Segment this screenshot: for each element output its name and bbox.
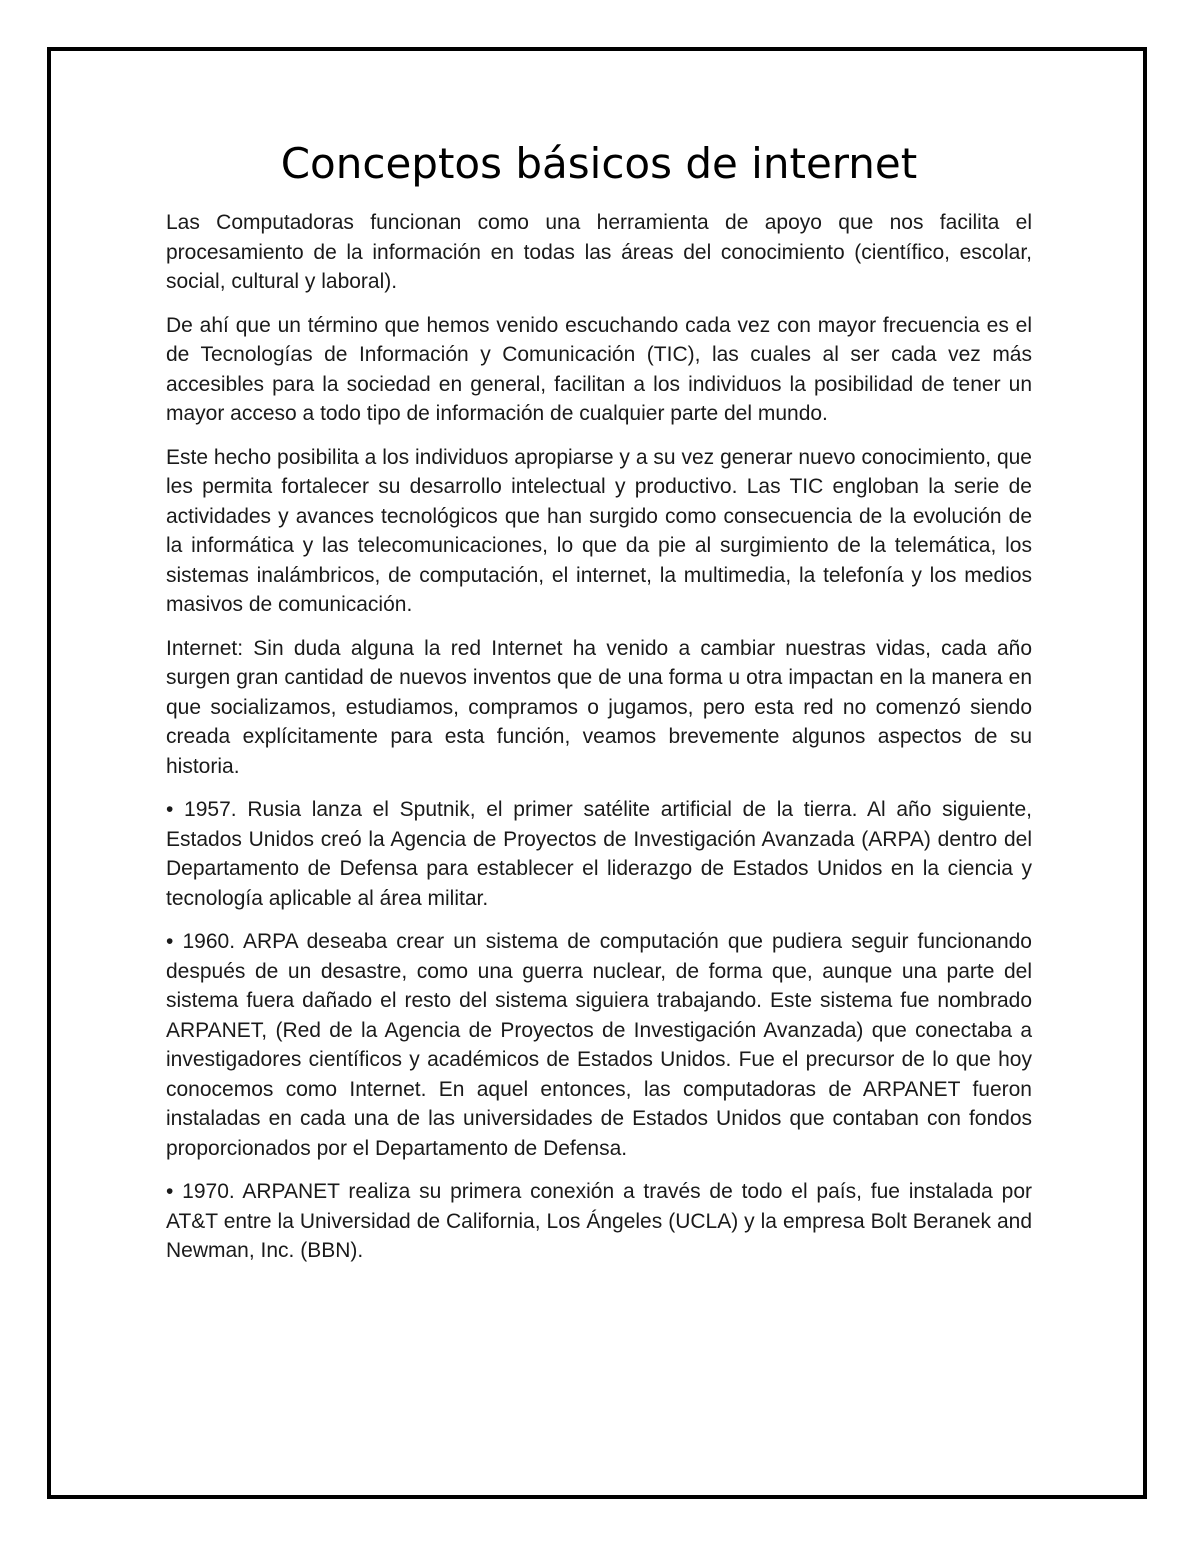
- document-title: Conceptos básicos de internet: [280, 139, 918, 188]
- paragraph-intro: Las Computadoras funcionan como una herramienta de apoyo que nos facilita el procesamiento de la información en todas las áreas del conocimiento (científico, escolar, social, cultural y laboral).: [166, 211, 1032, 293]
- paragraph-1970: • 1970. ARPANET realiza su primera conexión a través de todo el país, fue instalada por AT&T entre la Universidad de California, Los Ángeles (UCLA) y la empresa Bolt Beranek and Newman, Inc. (BBN).: [166, 1180, 1032, 1262]
- paragraph-tic: De ahí que un término que hemos venido escuchando cada vez con mayor frecuencia es el de Tecnologías de Información y Comunicación (TIC), las cuales al ser cada vez más accesibles para la sociedad en general, facilitan a los individuos la posibilidad de tener un mayor acceso a todo tipo de información de cualquier parte del mundo.: [166, 313, 1032, 425]
- paragraph-tic-detail: Este hecho posibilita a los individuos apropiarse y a su vez generar nuevo conocimiento, que les permita fortalecer su desarrollo intelectual y productivo. Las TIC engloban la serie de actividades y avances tecnológicos que han surgido como consecuencia de la evolución de la informática y las telecomunicaciones, lo que da pie al surgimiento de la telemática, los sistemas inalámbricos, de computación, el internet, la multimedia, la telefonía y los medios masivos de comunicación.: [166, 445, 1032, 616]
- document-body: [166, 138, 1032, 1280]
- paragraph-internet: Internet: Sin duda alguna la red Internet ha venido a cambiar nuestras vidas, cada año surgen gran cantidad de nuevos inventos que de una forma u otra impactan en la manera en que socializamos, estudiamos, compramos o jugamos, pero esta red no comenzó siendo creada explícitamente para esta función, veamos brevemente algunos aspectos de su historia.: [166, 636, 1032, 778]
- paragraph-1960: • 1960. ARPA deseaba crear un sistema de computación que pudiera seguir funcionando después de un desastre, como una guerra nuclear, de forma que, aunque una parte del sistema fuera dañado el resto del sistema siguiera trabajando. Este sistema fue nombrado ARPANET, (Red de la Agencia de Proyectos de Investigación Avanzada) que conectaba a investigadores científicos y académicos de Estados Unidos. Fue el precursor de lo que hoy conocemos como Internet. En aquel entonces, las computadoras de ARPANET fueron instaladas en cada una de las universidades de Estados Unidos que contaban con fondos proporcionados por el Departamento de Defensa.: [166, 930, 1032, 1160]
- paragraph-1957: • 1957. Rusia lanza el Sputnik, el primer satélite artificial de la tierra. Al año siguiente, Estados Unidos creó la Agencia de Proyectos de Investigación Avanzada (ARPA) dentro del Departamento de Defensa para establecer el liderazgo de Estados Unidos en la ciencia y tecnología aplicable al área militar.: [166, 798, 1032, 910]
